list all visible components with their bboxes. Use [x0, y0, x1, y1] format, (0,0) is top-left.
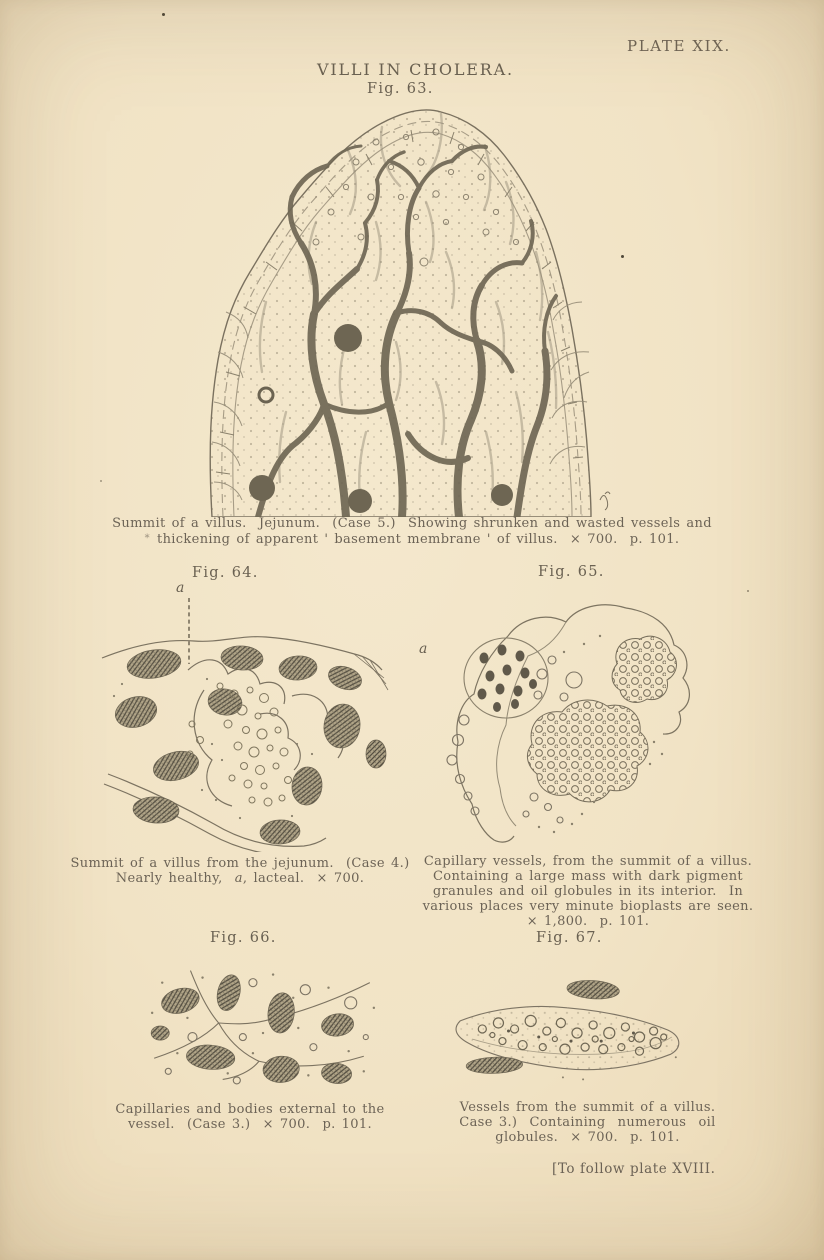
caption-line: Capillaries and bodies external to the	[115, 1102, 385, 1117]
fig64-illustration	[92, 594, 400, 852]
ink-mark: *	[144, 533, 150, 544]
ink-speck	[621, 255, 624, 258]
ink-speck	[162, 13, 165, 16]
engraver-signature	[600, 492, 610, 510]
caption-line: × 1,800. p. 101.	[526, 914, 650, 929]
caption-line: globules. × 700. p. 101.	[495, 1130, 680, 1145]
fig67-illustration	[442, 976, 702, 1086]
globule-mass-upper	[612, 636, 676, 702]
caption-line: Nearly healthy, a, lacteal. × 700.	[115, 871, 365, 886]
caption-line: Case 3.) Containing numerous oil	[459, 1115, 716, 1130]
fig65-caption	[408, 854, 768, 929]
fig64-marker-a: a	[176, 580, 185, 596]
pigment-granules	[478, 645, 538, 713]
fig65-marker-a: a	[419, 641, 428, 657]
plate-label: PLATE XIX.	[627, 37, 731, 55]
caption-line: Summit of a villus from the jejunum. (Case 4.)	[70, 856, 410, 871]
ink-speck	[747, 590, 749, 592]
caption-line: granules and oil globules in its interior. In	[432, 884, 744, 899]
italic-a: a	[234, 871, 243, 886]
globule-mass-central	[527, 700, 648, 802]
caption-line: Containing a large mass with dark pigment	[432, 869, 744, 884]
caption-line: * thickening of apparent ' basement membrane ' of villus. × 700. p. 101.	[144, 532, 680, 547]
fig63-illustration	[196, 102, 626, 517]
fig64-label: Fig. 64.	[192, 565, 259, 581]
ink-speck	[100, 480, 102, 482]
fig67-label: Fig. 67.	[536, 930, 603, 946]
fig65-label: Fig. 65.	[538, 564, 605, 580]
fig66-caption	[55, 1102, 445, 1132]
fig66-label: Fig. 66.	[210, 930, 277, 946]
fig65-illustration	[414, 592, 702, 850]
fig67-caption	[420, 1100, 755, 1145]
fig64-caption	[35, 856, 445, 886]
page-title: VILLI IN CHOLERA.	[317, 60, 514, 79]
pigment-band-top	[566, 979, 620, 1001]
caption-line: vessel. (Case 3.) × 700. p. 101.	[127, 1117, 373, 1132]
caption-line: Capillary vessels, from the summit of a villus.	[423, 854, 753, 869]
fig63-label: Fig. 63.	[367, 81, 434, 97]
footer-note: [To follow plate XVIII.	[552, 1161, 716, 1177]
pigment-band-bottom	[466, 1056, 523, 1074]
fig66-illustration	[132, 962, 392, 1092]
caption-line: Summit of a villus. Jejunum. (Case 5.) Showing shrunken and wasted vessels and	[112, 516, 712, 531]
fig63-caption	[0, 516, 824, 547]
caption-line: various places very minute bioplasts are seen.	[422, 899, 754, 914]
external-bodies	[151, 972, 355, 1085]
pigment-masses	[112, 645, 386, 845]
caption-line: Vessels from the summit of a villus.	[459, 1100, 716, 1115]
